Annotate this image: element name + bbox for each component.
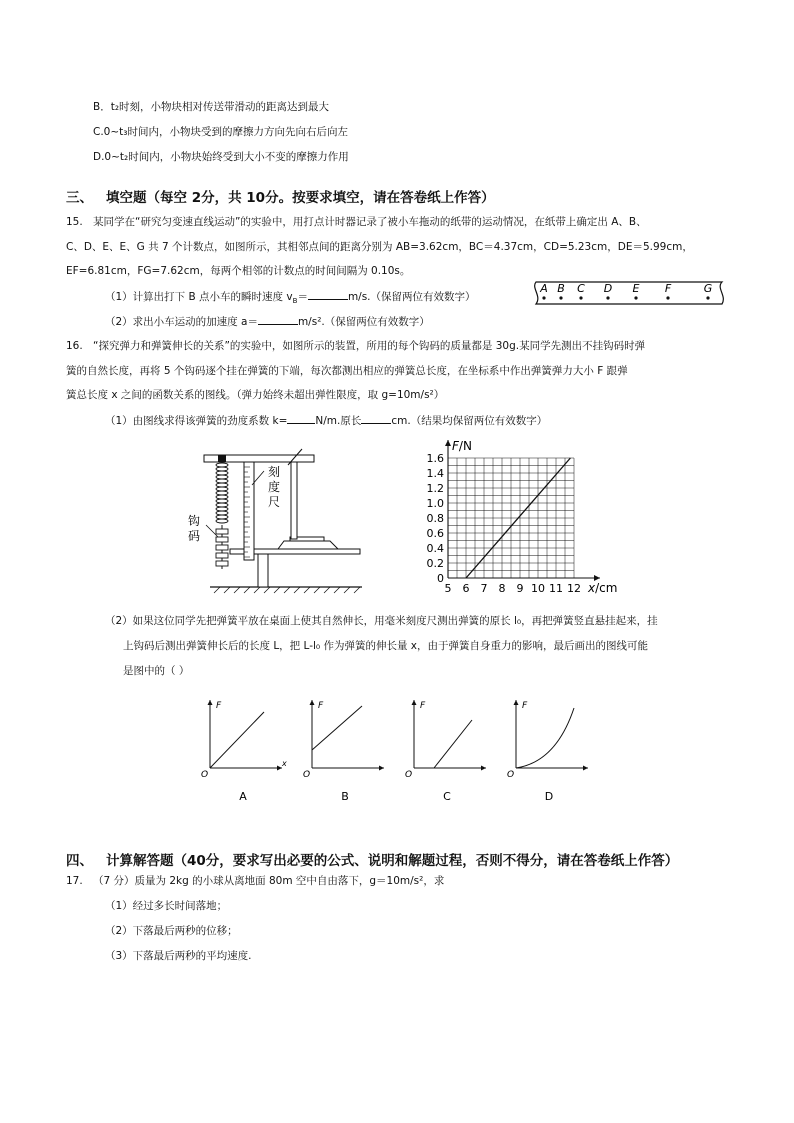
q16-line2: 簧的自然长度，再将 5 个钩码逐个挂在弹簧的下端，每次都测出相应的弹簧总长度，在坐标系中作出弹簧弹力大小 F 跟弹 — [66, 365, 628, 377]
x-tick-label-11: 11 — [549, 582, 563, 595]
option-graph-D — [504, 696, 594, 808]
x-tick-label-6: 6 — [462, 582, 470, 595]
weights-label-2: 码 — [188, 529, 201, 543]
spring — [216, 463, 228, 523]
ruler-label-2: 度 — [268, 480, 281, 494]
weights-label-1: 钩 — [188, 514, 201, 528]
option-origin-label: O — [303, 770, 311, 780]
tape-label-C: C — [577, 282, 585, 295]
q17-number: 17. — [66, 875, 83, 887]
q17-sub2: （2）下落最后两秒的位移； — [105, 925, 238, 937]
weight-2 — [216, 537, 228, 542]
y-tick-label-0.8: 0.8 — [426, 512, 444, 525]
stand-base — [278, 541, 338, 549]
q16-answer-blank-k[interactable] — [287, 413, 315, 424]
x-tick-label-9: 9 — [516, 582, 524, 595]
y-tick-label-0.6: 0.6 — [426, 527, 444, 540]
option-graph-B — [300, 696, 390, 808]
tape-dot-D — [606, 296, 609, 299]
tape-label-F: F — [664, 282, 672, 295]
option-axis-y-label: F — [420, 701, 426, 711]
option-origin-label: O — [201, 770, 209, 780]
option-curve-D — [516, 708, 574, 768]
q15-sub2 — [105, 314, 430, 329]
section4-title: 计算解答题（40分，要求写出必要的公式、说明和解题过程，否则不得分，请在答卷纸上作答） — [106, 853, 679, 869]
spring-apparatus-figure — [180, 445, 380, 595]
option-origin-label: O — [507, 770, 515, 780]
y-tick-label-1.2: 1.2 — [426, 482, 444, 495]
q15-number: 15. — [66, 216, 83, 228]
q16-sub2-line2: 上钩码后测出弹簧伸长后的长度 L，把 L-l₀ 作为弹簧的伸长量 x，由于弹簧自身重力的影响，最后画出的图线可能 — [123, 640, 648, 652]
spring-clamp — [218, 455, 226, 462]
tape-label-B: B — [557, 282, 565, 295]
section3-number: 三、 — [66, 190, 93, 206]
tape-dot-A — [542, 296, 545, 299]
tape-dot-G — [706, 296, 709, 299]
y-tick-label-1.0: 1.0 — [426, 497, 444, 510]
q16-number: 16. — [66, 340, 83, 352]
option-axis-y-label: F — [318, 701, 324, 711]
tape-dot-E — [634, 296, 637, 299]
q15-sub2-pre: （2）求出小车运动的加速度 a＝ — [105, 316, 258, 328]
tape-label-A: A — [540, 282, 548, 295]
y-tick-label-0.2: 0.2 — [426, 557, 444, 570]
ruler-label-3: 尺 — [268, 495, 281, 509]
option-label-D[interactable]: D — [544, 790, 554, 803]
option-graph-C — [402, 696, 492, 808]
q15-answer-blank-1[interactable] — [308, 289, 348, 300]
weight-1 — [216, 529, 228, 534]
section3-title: 填空题（每空 2分，共 10分。按要求填空，请在答卷纸上作答） — [106, 190, 495, 206]
ground-hatching — [214, 587, 360, 593]
option-b: B．t₂时刻，小物块相对传送带滑动的距离达到最大 — [93, 101, 330, 113]
weight-5 — [216, 561, 228, 566]
q15-sub1-post: m/s.（保留两位有效数字） — [347, 291, 476, 303]
q16-line3: 簧总长度 x 之间的函数关系的图线。（弹力始终未超出弹性限度，取 g=10m/s²） — [66, 389, 445, 401]
q16-sub2-line1: （2）如果这位同学先把弹簧平放在桌面上使其自然伸长，用毫米刻度尺测出弹簧的原长 l₀，再把弹簧竖直悬挂起来，挂 — [105, 615, 658, 627]
q16-sub1 — [105, 413, 547, 428]
option-curve-C — [434, 720, 472, 768]
x-tick-label-12: 12 — [567, 582, 581, 595]
q17-sub1: （1）经过多长时间落地； — [105, 900, 228, 912]
option-d: D.0~t₂时间内，小物块始终受到大小不变的摩擦力作用 — [93, 151, 349, 163]
option-curve-B — [312, 706, 362, 750]
option-axis-x-label: x — [282, 759, 287, 768]
q17-sub3: （3）下落最后两秒的平均速度. — [105, 950, 252, 962]
tape-dot-B — [559, 296, 562, 299]
tape-dot-F — [666, 296, 669, 299]
q16-line1: “探究弹力和弹簧伸长的关系”的实验中，如图所示的装置，所用的每个钩码的质量都是 30g.某同学先测出不挂钩码时弹 — [93, 340, 646, 352]
x-tick-label-10: 10 — [531, 582, 545, 595]
option-label-A[interactable]: A — [239, 790, 247, 803]
tape-dot-C — [579, 296, 582, 299]
tape-label-E: E — [632, 282, 640, 295]
weight-4 — [216, 553, 228, 558]
q16-sub2-line3: 是图中的（ ） — [123, 665, 190, 677]
force-length-chart — [420, 432, 620, 600]
y-tick-label-0: 0 — [437, 572, 444, 585]
q15-sub1 — [105, 289, 476, 308]
q16-sub1-mid: N/m.原长 — [315, 415, 362, 427]
x-tick-label-7: 7 — [480, 582, 488, 595]
q15-sub1-subscript: B — [292, 297, 298, 306]
q17-stem: （7 分）质量为 2kg 的小球从离地面 80m 空中自由落下，g＝10m/s²，求 — [93, 875, 445, 887]
q15-sub1-pre: （1）计算出打下 B 点小车的瞬时速度 v — [105, 291, 293, 303]
y-axis-label: F/N — [452, 439, 472, 453]
table-leg — [258, 554, 268, 587]
weight-3 — [216, 545, 228, 550]
q15-sub2-post: m/s².（保留两位有效数字） — [297, 316, 430, 328]
x-tick-label-8: 8 — [498, 582, 506, 595]
chart-y-arrow — [445, 440, 451, 446]
option-curve-A — [210, 712, 264, 768]
option-label-B[interactable]: B — [341, 790, 349, 803]
q15-line1: 某同学在“研究匀变速直线运动”的实验中，用打点计时器记录了被小车拖动的纸带的运动情况，在纸带上确定出 A、B、 — [93, 216, 647, 228]
q16-sub1-post: cm.（结果均保留两位有效数字） — [391, 415, 548, 427]
q15-line3: EF=6.81cm，FG=7.62cm，每两个相邻的计数点的时间间隔为 0.10s。 — [66, 265, 411, 277]
tape-label-D: D — [603, 282, 613, 295]
tape-label-G: G — [703, 282, 713, 295]
weights-stack — [216, 525, 228, 569]
x-axis-label: x/cm — [588, 581, 618, 595]
x-tick-label-5: 5 — [444, 582, 452, 595]
q16-answer-blank-length[interactable] — [361, 413, 391, 424]
option-axis-y-label: F — [522, 701, 528, 711]
y-tick-label-1.6: 1.6 — [426, 452, 444, 465]
stand-pole — [291, 459, 297, 539]
option-origin-label: O — [405, 770, 413, 780]
option-axis-y-label: F — [216, 701, 222, 711]
option-label-C[interactable]: C — [443, 790, 451, 803]
option-graph-A — [198, 696, 288, 808]
ruler-label-1: 刻 — [268, 465, 281, 479]
q15-answer-blank-2[interactable] — [258, 314, 298, 325]
y-tick-label-0.4: 0.4 — [426, 542, 444, 555]
option-c: C.0~t₃时间内，小物块受到的摩擦力方向先向右后向左 — [93, 126, 348, 138]
y-tick-label-1.4: 1.4 — [426, 467, 444, 480]
q15-sub1-eq: ＝ — [297, 291, 308, 303]
q16-sub1-pre: （1）由图线求得该弹簧的劲度系数 k= — [105, 415, 288, 427]
section4-number: 四、 — [66, 853, 93, 869]
paper-tape-figure — [528, 278, 728, 308]
q15-line2: C、D、E、E、G 共 7 个计数点，如图所示，其相邻点间的距离分别为 AB=3.62cm，BC＝4.37cm，CD=5.23cm，DE＝5.99cm， — [66, 241, 693, 253]
